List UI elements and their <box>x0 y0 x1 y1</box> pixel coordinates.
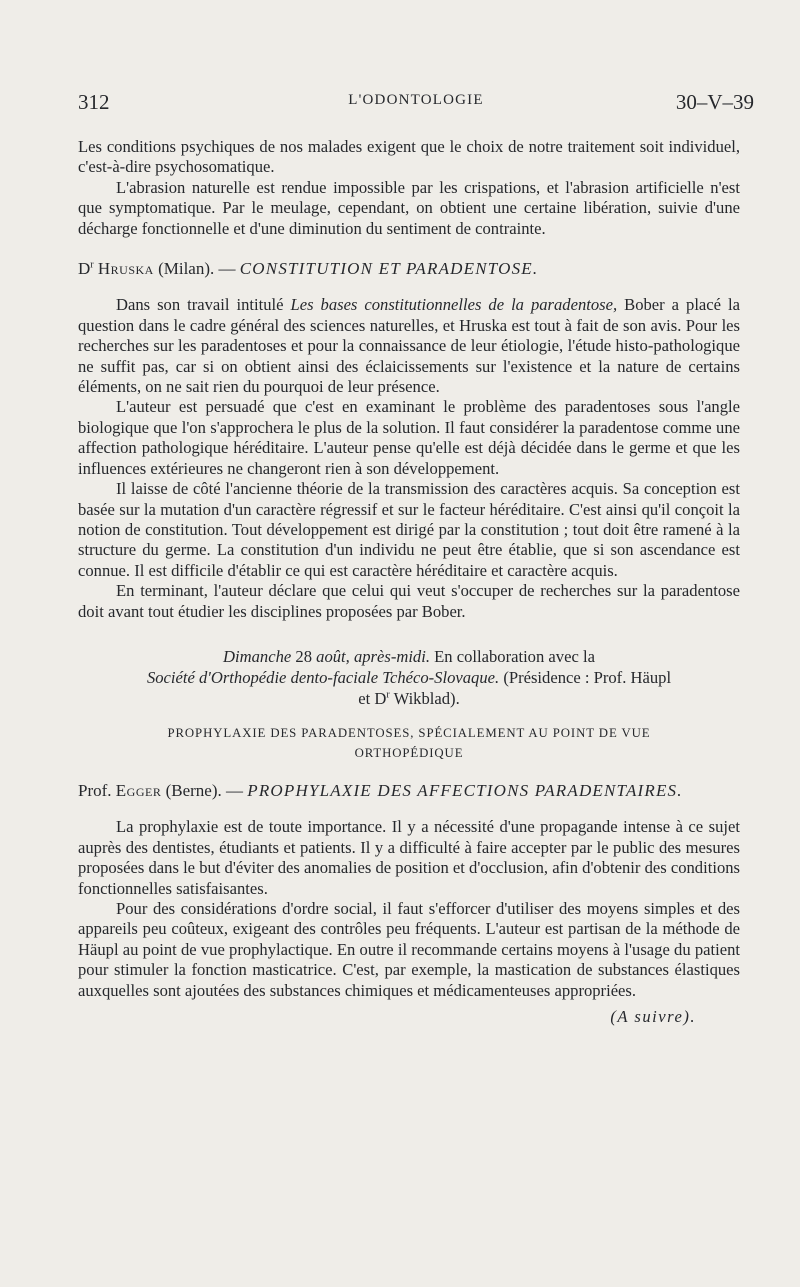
author-title: Prof. <box>78 780 112 800</box>
society-name: Société d'Orthopédie dento-faciale Tchéco-Slovaque. <box>146 667 500 687</box>
cited-work-title: Les bases constitutionnelles de la paradentose, <box>290 295 618 315</box>
presentation-heading <box>78 259 740 279</box>
author-location: (Berne). <box>165 780 222 800</box>
presentation-heading <box>78 781 740 801</box>
page-number: 312 <box>78 90 110 114</box>
session-sup: r <box>386 689 390 701</box>
paragraph: L'auteur est persuadé que c'est en examinant le problème des paradentoses sous l'angle biologique que l'on s'approchera le plus de la solution. Il faut considérer la paradentose comme une affection pathologique héréditaire. L'auteur pense qu'elle est déjà décidée dans le germe et que les influences extérieures ne changeront rien à son développement. <box>78 397 740 478</box>
article-body <box>78 137 740 1027</box>
section-heading-line: PROPHYLAXIE DES PARADENTOSES, SPÉCIALEMENT AU POINT DE VUE <box>167 725 651 740</box>
presentation-title: CONSTITUTION ET PARADENTOSE. <box>239 259 539 279</box>
session-presidency-name: Wikblad). <box>389 688 460 708</box>
session-presidency-cont: et D <box>358 688 387 708</box>
author-title-sup: r <box>90 259 94 271</box>
session-line <box>78 688 740 709</box>
session-collaboration: En collaboration avec la <box>430 646 595 666</box>
paragraph: Pour des considérations d'ordre social, il faut s'efforcer d'utiliser des moyens simples et des appareils peu coûteux, exigeant des contrôles peu fréquents. L'auteur est partisan de la méthode de Häupl au point de vue prophylactique. En outre il recommande certains moyens à l'usage du patient pour stimuler la fonction masticatrice. C'est, par exemple, la mastication de substances élastiques auxquelles sont ajoutées des substances chimiques et médicamenteuses appropriées. <box>78 898 740 1000</box>
section-heading-line: ORTHOPÉDIQUE <box>354 745 464 760</box>
author-name: Hruska <box>97 259 154 279</box>
paragraph: La prophylaxie est de toute importance. Il y a nécessité d'une propagande intense à ce sujet auprès des dentistes, étudiants et patients. Il y a difficulté à faire accepter par le public des mesures proposées dans le but d'éviter des anomalies de position et d'occlusion, afin d'obtenir des conditions fonctionnelles satisfaisantes. <box>78 817 740 898</box>
session-day: Dimanche <box>223 646 292 666</box>
session-date-number: 28 <box>291 646 317 666</box>
presentation-title: PROPHYLAXIE DES AFFECTIONS PARADENTAIRES. <box>247 780 683 800</box>
author-name: Egger <box>115 780 162 800</box>
paragraph: Les conditions psychiques de nos malades exigent que le choix de notre traitement soit individuel, c'est-à-dire psychosomatique. <box>78 137 740 177</box>
journal-title: L'ODONTOLOGIE <box>348 92 484 108</box>
running-header <box>78 88 754 118</box>
paragraph <box>78 295 740 397</box>
author-title: D <box>78 259 91 279</box>
session-presidency: (Présidence : Prof. Häupl <box>499 667 672 687</box>
session-info <box>78 646 740 709</box>
session-line <box>78 667 740 688</box>
paragraph: L'abrasion naturelle est rendue impossible par les crispations, et l'abrasion artificielle n'est que symptomatique. Par le meulage, cependant, on obtient une certaine libération, suivie d'une décharge fonctionnelle et d'une diminution du sentiment de contrainte. <box>78 177 740 238</box>
paragraph: En terminant, l'auteur déclare que celui qui veut s'occuper de recherches sur la paradentose doit avant tout étudier les disciplines proposées par Bober. <box>78 581 740 621</box>
session-date: août, après-midi. <box>316 646 430 666</box>
text-run: Bober a placé la question dans le cadre général des sciences naturelles, et Hruska est tout à fait de son avis. Pour les recherches sur les paradentoses et pour la connaissance de leur étiologie, l'étude histo-pathologique ne suffit pas, car si on obtient ainsi des éclaicissements sur l'existence et la nature de certains éléments, on ne sait rien du pourquoi de leur présence. <box>78 295 740 397</box>
to-be-continued: (A suivre). <box>610 1007 696 1026</box>
heading-dash: — <box>218 259 236 279</box>
issue-date: 30–V–39 <box>675 90 754 114</box>
text-run: Dans son travail intitulé <box>116 295 291 315</box>
section-heading <box>78 723 740 763</box>
session-line <box>78 646 740 667</box>
author-location: (Milan). <box>158 259 215 279</box>
paragraph: Il laisse de côté l'ancienne théorie de la transmission des caractères acquis. Sa conception est basée sur la mutation d'un caractère régressif et sur le facteur héréditaire. C'est ainsi qu'il conçoit la notion de constitution. Tout développement est dirigé par la constitution ; tout doit être ramené à la structure du germe. La constitution d'un individu ne peut être établie, que si son ascendance est connue. Il est difficile d'établir ce qui est caractère héréditaire et caractère acquis. <box>78 479 740 580</box>
heading-dash: — <box>226 780 244 800</box>
